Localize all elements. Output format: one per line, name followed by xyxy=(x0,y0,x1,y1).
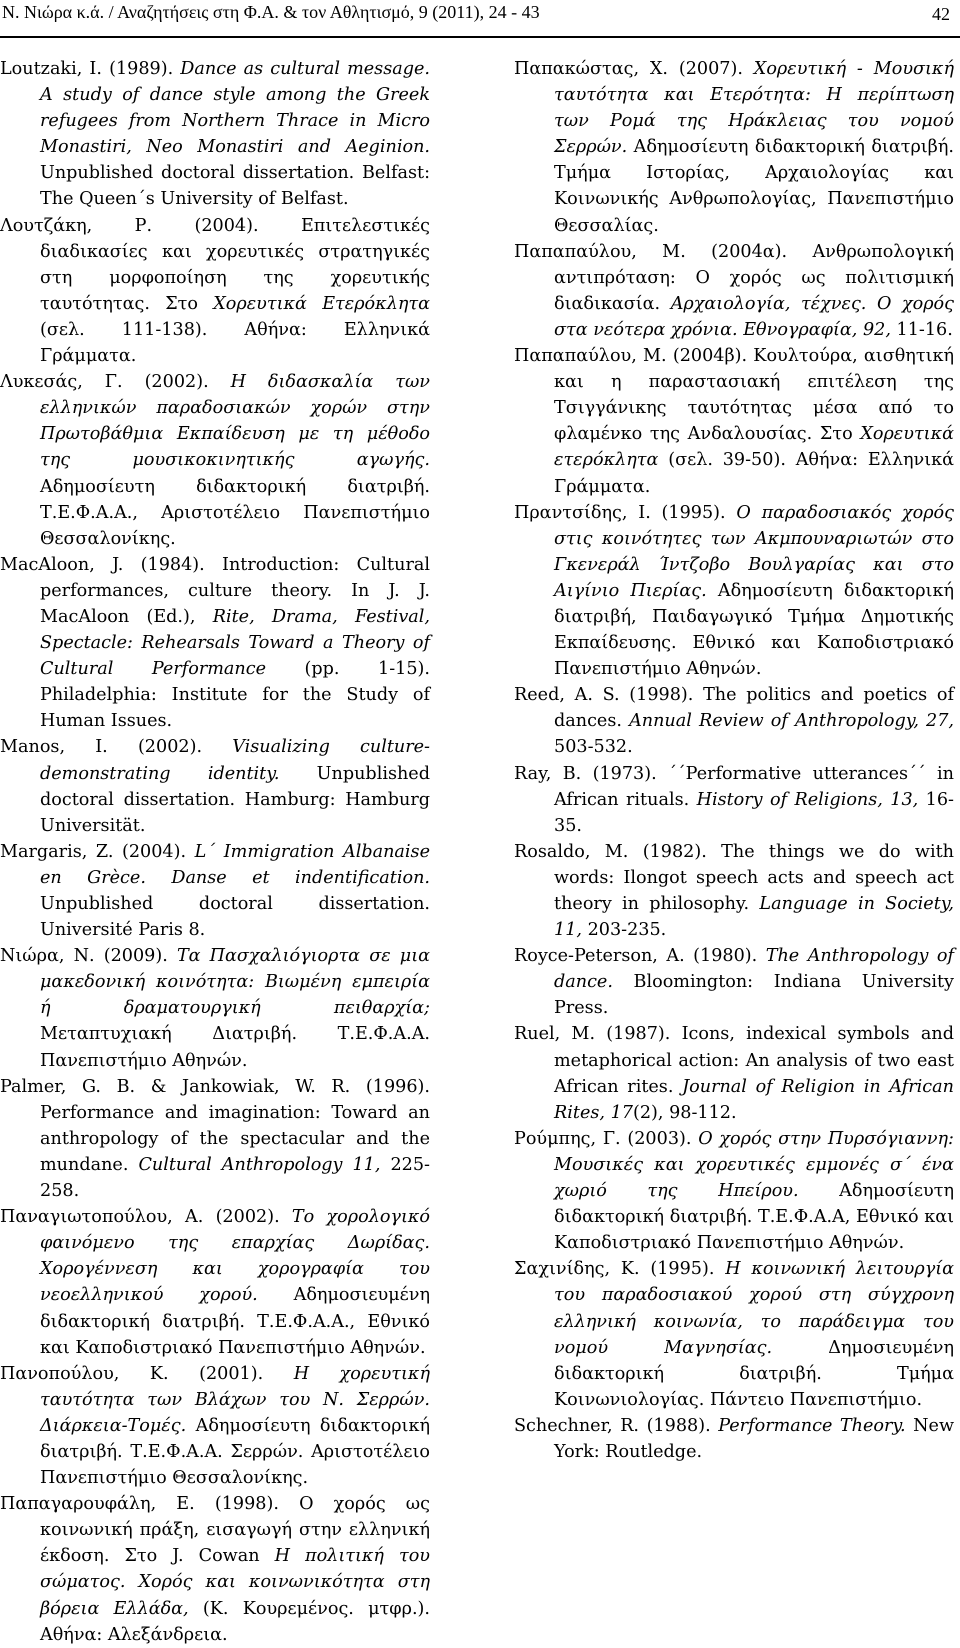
reference-post: 503-532. xyxy=(554,737,633,758)
running-title: Ν. Νιώρα κ.ά. / Αναζητήσεις στη Φ.Α. & τον Αθλητισμό, 9 (2011), 24 - 43 xyxy=(2,2,540,22)
reference-post: 11-16. xyxy=(890,319,953,340)
reference-italic: The Anthropology of dance. xyxy=(554,946,954,993)
reference-post: Αδημοσίευτη διδακτορική διατριβή. Τ.Ε.Φ.Α.Α, Εθνικό και Καποδιστριακό Πανεπιστήμιο Αθηνών. xyxy=(554,1181,955,1254)
reference-entry xyxy=(514,500,954,683)
reference-italic: Αρχαιολογία, τέχνες. Ο χορός στα νεότερα χρόνια. Εθνογραφία, 92, xyxy=(554,293,955,340)
reference-entry xyxy=(514,943,954,1021)
reference-pre: Ruel, M. (1987). Icons, indexical symbols and metaphorical action: An analysis of two east African rites. xyxy=(514,1024,954,1097)
running-header xyxy=(0,0,960,40)
reference-italic: Χορευτικά Ετερόκλητα xyxy=(213,293,430,314)
reference-entry xyxy=(0,734,430,838)
reference-post: 225-258. xyxy=(40,1154,431,1202)
reference-italic: Performance Theory. xyxy=(718,1415,906,1436)
reference-entry xyxy=(514,343,954,500)
reference-pre: Rosaldo, M. (1982). The things we do with words: Ilongot speech acts and speech act theory in philosophy. xyxy=(514,841,954,914)
reference-entry xyxy=(514,56,954,239)
page-number: 42 xyxy=(932,4,950,24)
reference-post: Αδημοσιευμένη διδακτορική διατριβή. Τ.Ε.Φ.Α.Α., Εθνικό και Καποδιστριακό Πανεπιστήμιο Αθηνών. xyxy=(40,1285,430,1358)
reference-pre: Manos, I. (2002). xyxy=(0,737,233,758)
reference-entry xyxy=(514,1413,954,1465)
reference-entry xyxy=(0,943,430,1073)
reference-italic: History of Religions, 13, xyxy=(696,789,919,810)
reference-post: (Κ. Κουρεμένος. μτφρ.). Αθήνα: Αλεξάνδρεια. xyxy=(40,1598,430,1645)
reference-post: (2), 98-112. xyxy=(632,1102,737,1123)
reference-pre: Ray, B. (1973). ΄΄Performative utterances΄΄ in African rituals. xyxy=(514,763,954,810)
reference-post: New York: Routledge. xyxy=(554,1415,955,1462)
reference-post: Αδημοσίευτη διδακτορική διατριβή. Τ.Ε.Φ.Α.Α., Αριστοτέλειο Πανεπιστήμιο Θεσσαλονίκης. xyxy=(40,476,430,549)
reference-column-left xyxy=(0,56,430,1648)
reference-pre: Schechner, R. (1988). xyxy=(514,1415,719,1436)
reference-pre: Παναγιωτοπούλου, Α. (2002). xyxy=(0,1207,292,1228)
reference-entry xyxy=(514,1126,954,1256)
reference-pre: Παπαπαύλου, Μ. (2004β). Κουλτούρα, αισθητική και η παραστασιακή επιτέλεση της Τσιγγάνικης ταυτότητας μέσα από το φλαμένκο της Ανδαλουσίας. Στο xyxy=(514,346,954,445)
reference-post: Αδημοσίευτη διδακτορική διατριβή. Τμήμα Ιστορίας, Αρχαιολογίας και Κοινωνικής Ανθρωπολογίας, Πανεπιστήμιο Θεσσαλίας. xyxy=(554,137,954,236)
reference-post: Αδημοσίευτη διδακτορική διατριβή. Τ.Ε.Φ.Α.Α. Σερρών. Αριστοτέλειο Πανεπιστήμιο Θεσσαλονίκης. xyxy=(40,1415,430,1489)
reference-italic: Language in Society, 11, xyxy=(554,894,954,941)
reference-italic: L΄ Immigration Albanaise en Grèce. Danse et indentification. xyxy=(40,841,430,888)
reference-post: Unpublished doctoral dissertation. Hamburg: Hamburg Universität. xyxy=(40,763,430,836)
reference-pre: Reed, A. S. (1998). The politics and poetics of dances. xyxy=(514,685,954,732)
reference-pre: Margaris, Z. (2004). xyxy=(0,841,195,862)
reference-italic: Dance as cultural message. A study of dance style among the Greek refugees from Northern Thrace in Micro Monastiri, Neo Monastiri and Aeginion. xyxy=(40,59,430,158)
reference-pre: Palmer, G. B. & Jankowiak, W. R. (1996). Performance and imagination: Toward an anthropology of the spectacular and the mundane. xyxy=(0,1076,430,1175)
reference-post: Μεταπτυχιακή Διατριβή. Τ.Ε.Φ.Α.Α. Πανεπιστήμιο Αθηνών. xyxy=(40,1024,430,1071)
reference-post: Δημοσιευμένη διδακτορική διατριβή. Τμήμα Κοινωνιολογίας. Πάντειο Πανεπιστήμιο. xyxy=(554,1337,955,1410)
reference-italic: Η πολιτική του σώματος. Χορός και κοινωνικότητα στη βόρεια Ελλάδα, xyxy=(40,1546,430,1619)
reference-post: (pp. 1-15). Philadelphia: Institute for the Study of Human Issues. xyxy=(40,659,430,732)
reference-entry xyxy=(514,1021,954,1125)
reference-post: Unpublished doctoral dissertation. Université Paris 8. xyxy=(40,894,430,941)
reference-entry xyxy=(0,1361,430,1491)
reference-pre: MacAloon, J. (1984). Introduction: Cultural performances, culture theory. In J. J. MacAloon (Ed.), xyxy=(0,554,430,627)
reference-italic: Rite, Drama, Festival, Spectacle: Rehearsals Toward a Theory of Cultural Performance xyxy=(40,606,430,680)
reference-pre: Νιώρα, Ν. (2009). xyxy=(0,946,177,967)
reference-pre: Λουτζάκη, Ρ. (2004). Επιτελεστικές διαδικασίες και χορευτικές στρατηγικές στη μορφοποίηση της χορευτικής ταυτότητας. Στο xyxy=(0,215,430,314)
reference-entry xyxy=(514,761,954,839)
reference-italic: Η χορευτική ταυτότητα των Βλάχων του Ν. Σερρών. Διάρκεια-Τομές. xyxy=(40,1363,430,1436)
reference-pre: Σαχινίδης, Κ. (1995). xyxy=(514,1259,726,1280)
reference-italic: Cultural Anthropology 11, xyxy=(138,1154,381,1175)
reference-pre: Πανοπούλου, Κ. (2001). xyxy=(0,1363,294,1384)
reference-entry xyxy=(0,552,430,735)
reference-entry xyxy=(0,1074,430,1204)
reference-entry xyxy=(514,1256,954,1413)
reference-post: Unpublished doctoral dissertation. Belfast: The Queen΄s University of Belfast. xyxy=(40,163,430,210)
reference-italic: Η κοινωνική λειτουργία του παραδοσιακού χορού στη σύγχρονη ελληνική κοινωνία, το παράδειγμα του νομού Μαγνησίας. xyxy=(554,1259,954,1358)
reference-pre: Πραντσίδης, Ι. (1995). xyxy=(514,502,737,523)
reference-pre: Royce-Peterson, A. (1980). xyxy=(514,946,766,967)
reference-italic: Τα Πασχαλιόγιορτα σε μια μακεδονική κοινότητα: Βιωμένη εμπειρία ή δραματουργική πειθαρχία; xyxy=(40,946,430,1019)
reference-column-right xyxy=(514,56,954,1465)
reference-italic: Χορευτική - Μουσική ταυτότητα και Ετερότητα: Η περίπτωση των Ρομά της Ηράκλειας του νομού Σερρών. xyxy=(554,59,954,158)
reference-italic: Ο χορός στην Πυρσόγιαννη: Μουσικές και χορευτικές εμμονές σ΄ ένα χωριό της Ηπείρου. xyxy=(554,1128,954,1202)
reference-entry xyxy=(0,213,430,370)
reference-post: 203-235. xyxy=(581,920,667,941)
reference-post: (σελ. 111-138). Αθήνα: Ελληνικά Γράμματα. xyxy=(40,319,430,367)
reference-entry xyxy=(0,1491,430,1648)
reference-post: 16-35. xyxy=(554,789,954,836)
reference-pre: Παπακώστας, Χ. (2007). xyxy=(514,59,754,79)
reference-entry xyxy=(0,369,430,552)
reference-post: (σελ. 39-50). Αθήνα: Ελληνικά Γράμματα. xyxy=(554,450,954,497)
reference-pre: Παπαπαύλου, Μ. (2004α). Ανθρωπολογική αντιπρόταση: Ο χορός ως πολιτισμική διαδικασία. xyxy=(514,241,954,314)
reference-entry xyxy=(514,682,954,760)
reference-italic: Journal of Religion in African Rites, 17 xyxy=(554,1076,954,1123)
reference-post: Αδημοσίευτη διδακτορική διατριβή, Παιδαγωγικό Τμήμα Δημοτικής Εκπαίδευσης. Εθνικό και Καποδιστριακό Πανεπιστήμιο Αθηνών. xyxy=(554,580,954,680)
reference-italic: Χορευτικά ετερόκλητα xyxy=(554,424,954,471)
reference-italic: Annual Review of Anthropology, 27, xyxy=(629,711,954,732)
reference-entry xyxy=(514,839,954,943)
reference-pre: Ρούμπης, Γ. (2003). xyxy=(514,1128,699,1149)
reference-italic: Visualizing culture-demonstrating identity. xyxy=(40,737,430,784)
reference-pre: Παπαγαρουφάλη, Ε. (1998). Ο χορός ως κοινωνική πράξη, εισαγωγή στην ελληνική έκδοση. Στο J. Cowan xyxy=(0,1494,430,1567)
reference-italic: Ο παραδοσιακός χορός στις κοινότητες των Ακμπουναριωτών στο Γκενεράλ Ίντζοβο Βουλγαρίας και στο Αιγίνιο Πιερίας. xyxy=(554,502,954,601)
reference-italic: Η διδασκαλία των ελληνικών παραδοσιακών χορών στην Πρωτοβάθμια Εκπαίδευση με τη μέθοδο της μουσικοκινητικής αγωγής. xyxy=(40,372,430,471)
reference-post: Bloomington: Indiana University Press. xyxy=(554,972,954,1019)
reference-pre: Loutzaki, I. (1989). xyxy=(0,59,181,79)
header-rule xyxy=(0,36,960,38)
reference-entry xyxy=(0,839,430,943)
reference-entry xyxy=(0,1204,430,1361)
reference-entry xyxy=(0,56,430,213)
reference-italic: Το χορολογικό φαινόμενο της επαρχίας Δωρίδας. Χορογέννεση και χορογραφία του νεοελληνικού χορού. xyxy=(40,1207,430,1306)
reference-entry xyxy=(514,239,954,343)
reference-pre: Λυκεσάς, Γ. (2002). xyxy=(0,372,231,393)
